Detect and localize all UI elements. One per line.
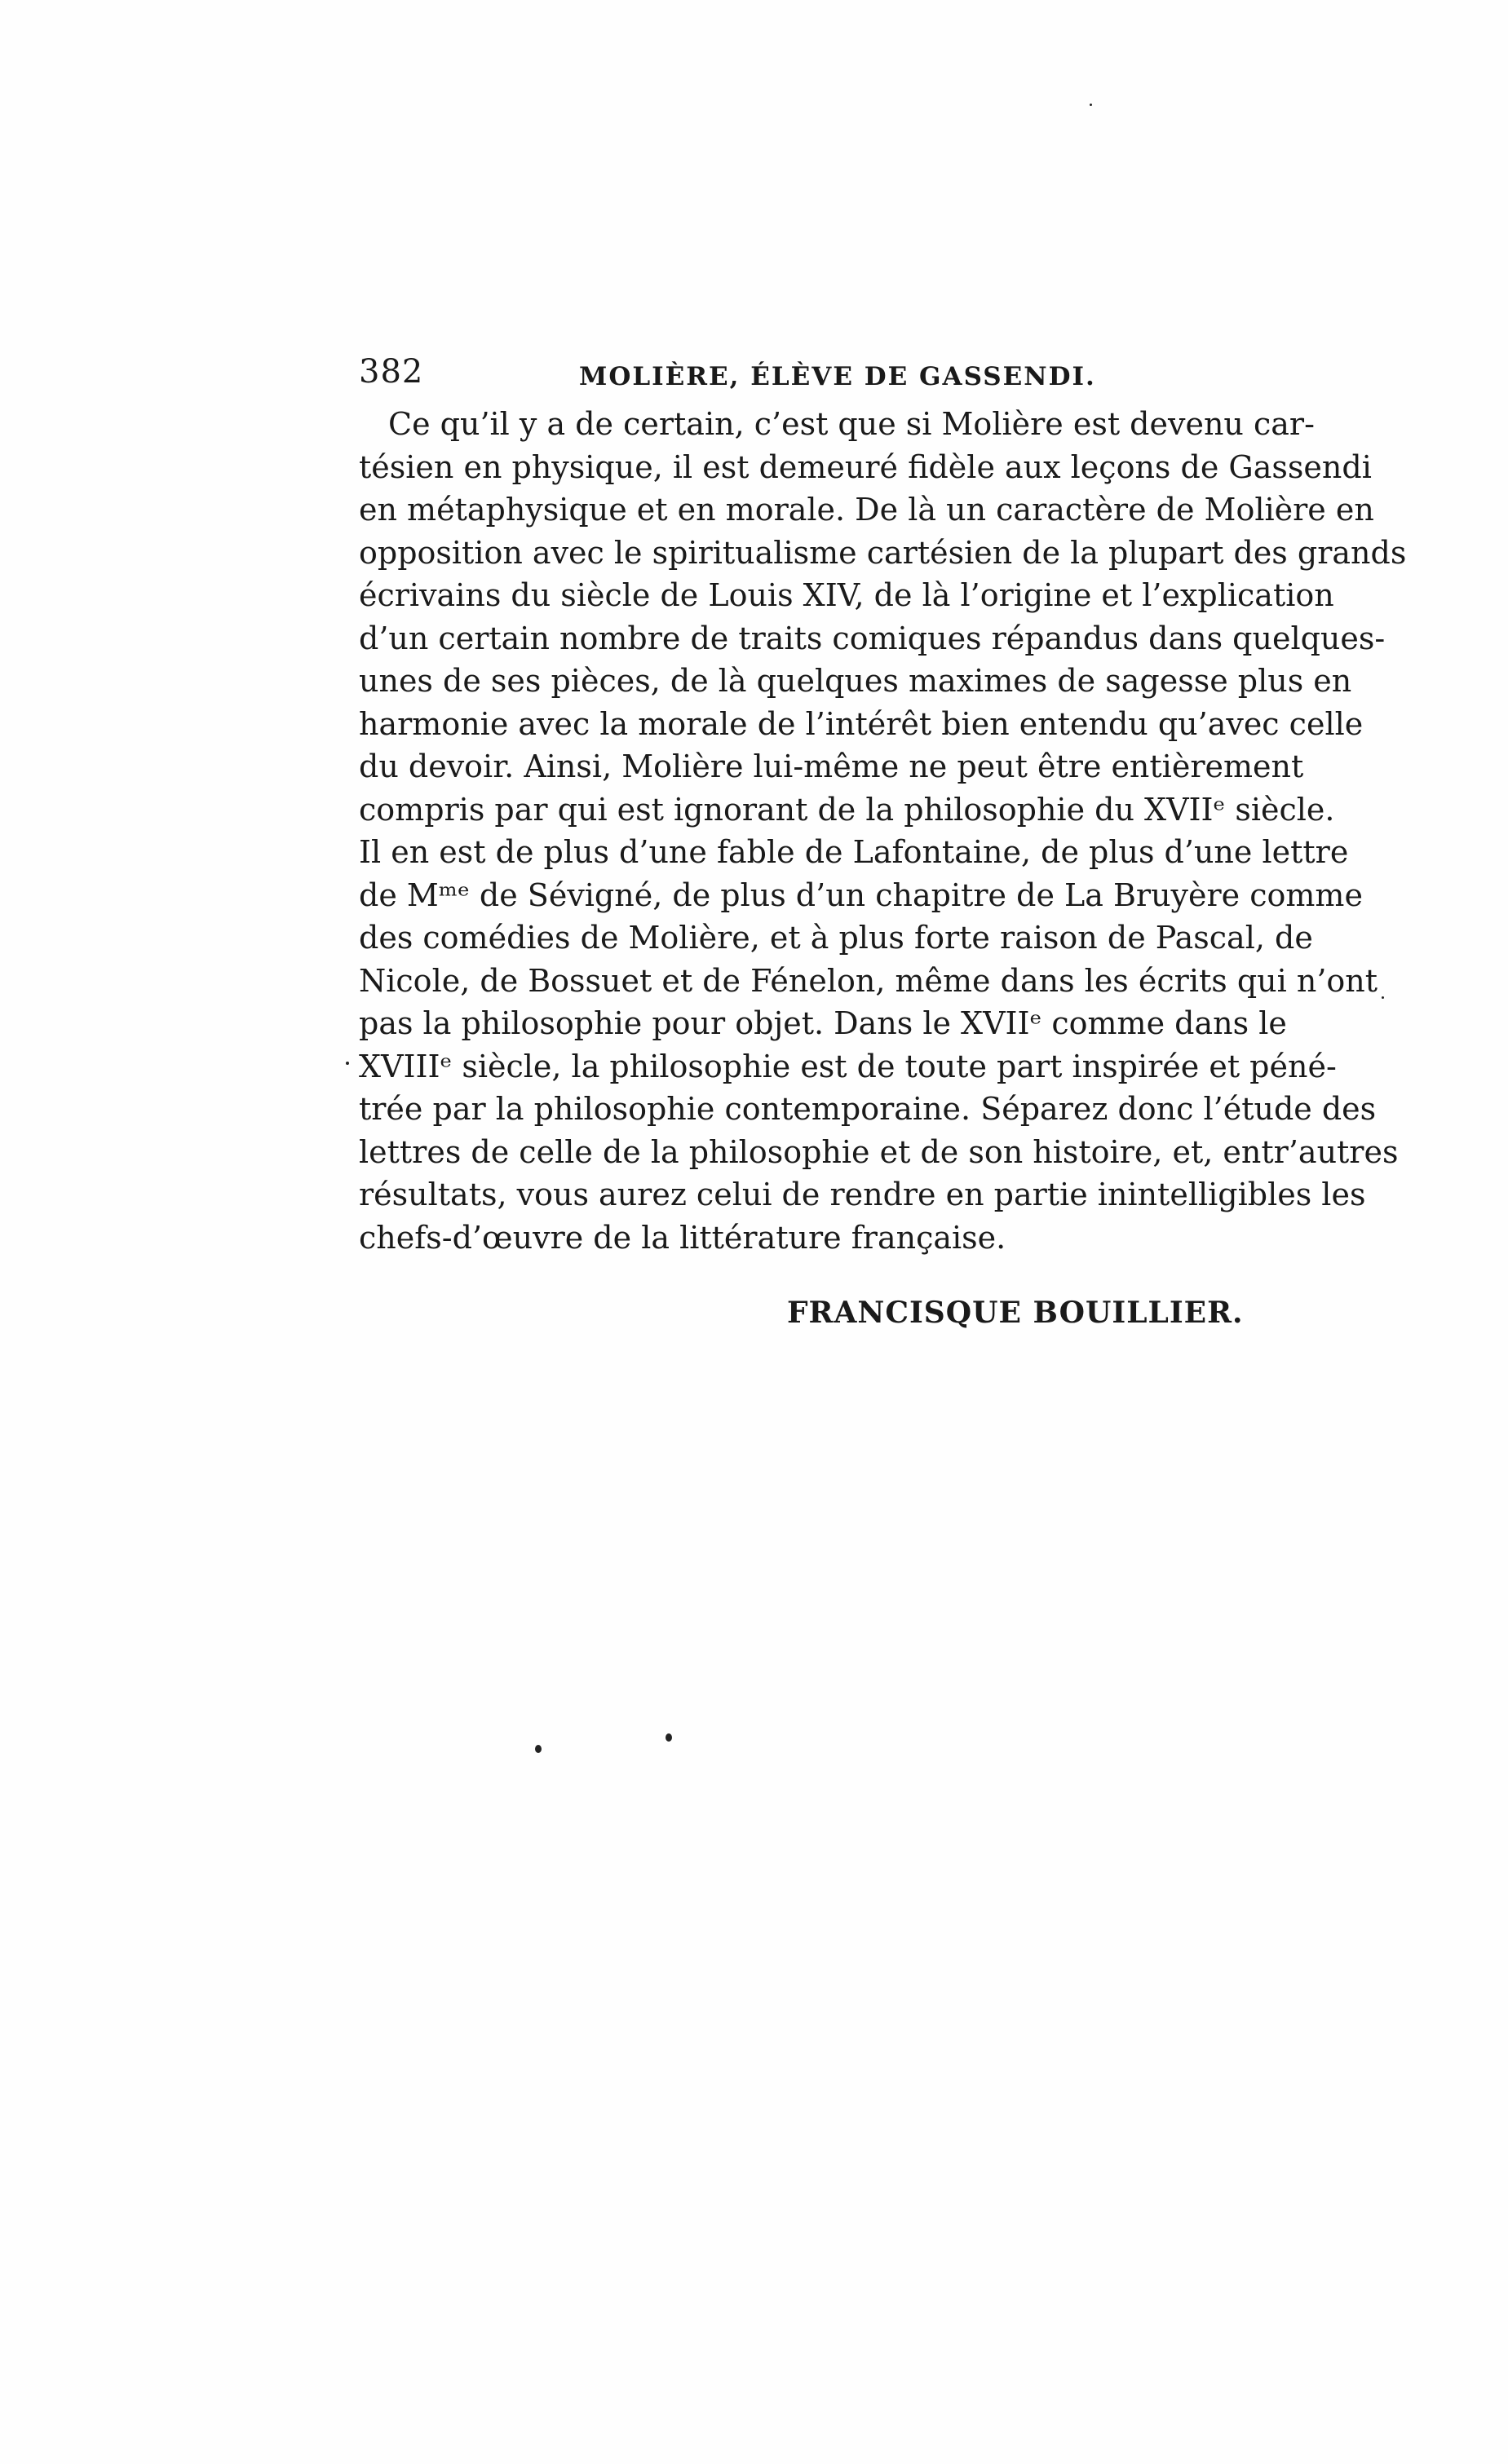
text-line: compris par qui est ignorant de la philosophie du XVIIᵉ siècle. bbox=[359, 791, 1335, 828]
ink-speck bbox=[535, 1745, 542, 1753]
text-line: pas la philosophie pour objet. Dans le XVIIᵉ comme dans le bbox=[359, 1005, 1287, 1041]
text-line: Il en est de plus d’une fable de Lafontaine, de plus d’une lettre bbox=[359, 834, 1349, 870]
text-line: harmonie avec la morale de l’intérêt bien entendu qu’avec celle bbox=[359, 705, 1364, 742]
ink-speck bbox=[1382, 996, 1384, 999]
ink-speck bbox=[666, 1733, 672, 1742]
paragraph bbox=[359, 403, 1407, 1259]
text-line: Nicole, de Bossuet et de Fénelon, même dans les écrits qui n’ont bbox=[359, 962, 1378, 999]
ink-speck bbox=[1090, 104, 1092, 106]
text-line: Ce qu’il y a de certain, c’est que si Molière est devenu car- bbox=[388, 406, 1315, 442]
text-line: du devoir. Ainsi, Molière lui-même ne peut être entièrement bbox=[359, 748, 1304, 784]
page-number: 382 bbox=[359, 353, 424, 391]
text-line: unes de ses pièces, de là quelques maximes de sagesse plus en bbox=[359, 663, 1352, 699]
text-line: en métaphysique et en morale. De là un caractère de Molière en bbox=[359, 492, 1374, 528]
text-line: écrivains du siècle de Louis XIV, de là l’origine et l’explication bbox=[359, 577, 1334, 613]
text-line: de Mᵐᵉ de Sévigné, de plus d’un chapitre de La Bruyère comme bbox=[359, 877, 1363, 913]
running-title: MOLIÈRE, ÉLÈVE DE GASSENDI. bbox=[579, 362, 1096, 391]
page-header bbox=[359, 349, 1244, 395]
text-line: trée par la philosophie contemporaine. Séparez donc l’étude des bbox=[359, 1091, 1377, 1127]
text-line: lettres de celle de la philosophie et de son histoire, et, entr’autres bbox=[359, 1133, 1399, 1170]
text-line: chefs-d’œuvre de la littérature française. bbox=[359, 1219, 1006, 1256]
text-line: XVIIIᵉ siècle, la philosophie est de toute part inspirée et péné- bbox=[359, 1048, 1337, 1084]
author-signature: FRANCISQUE BOUILLIER. bbox=[787, 1296, 1244, 1330]
text-line: d’un certain nombre de traits comiques répandus dans quelques- bbox=[359, 620, 1386, 656]
text-line: résultats, vous aurez celui de rendre en partie inintelligibles les bbox=[359, 1177, 1366, 1212]
text-line: des comédies de Molière, et à plus forte raison de Pascal, de bbox=[359, 920, 1313, 956]
text-line: tésien en physique, il est demeuré fidèle aux leçons de Gassendi bbox=[359, 448, 1372, 485]
text-line: opposition avec le spiritualisme cartésien de la plupart des grands bbox=[359, 534, 1407, 571]
ink-speck bbox=[346, 1062, 349, 1065]
